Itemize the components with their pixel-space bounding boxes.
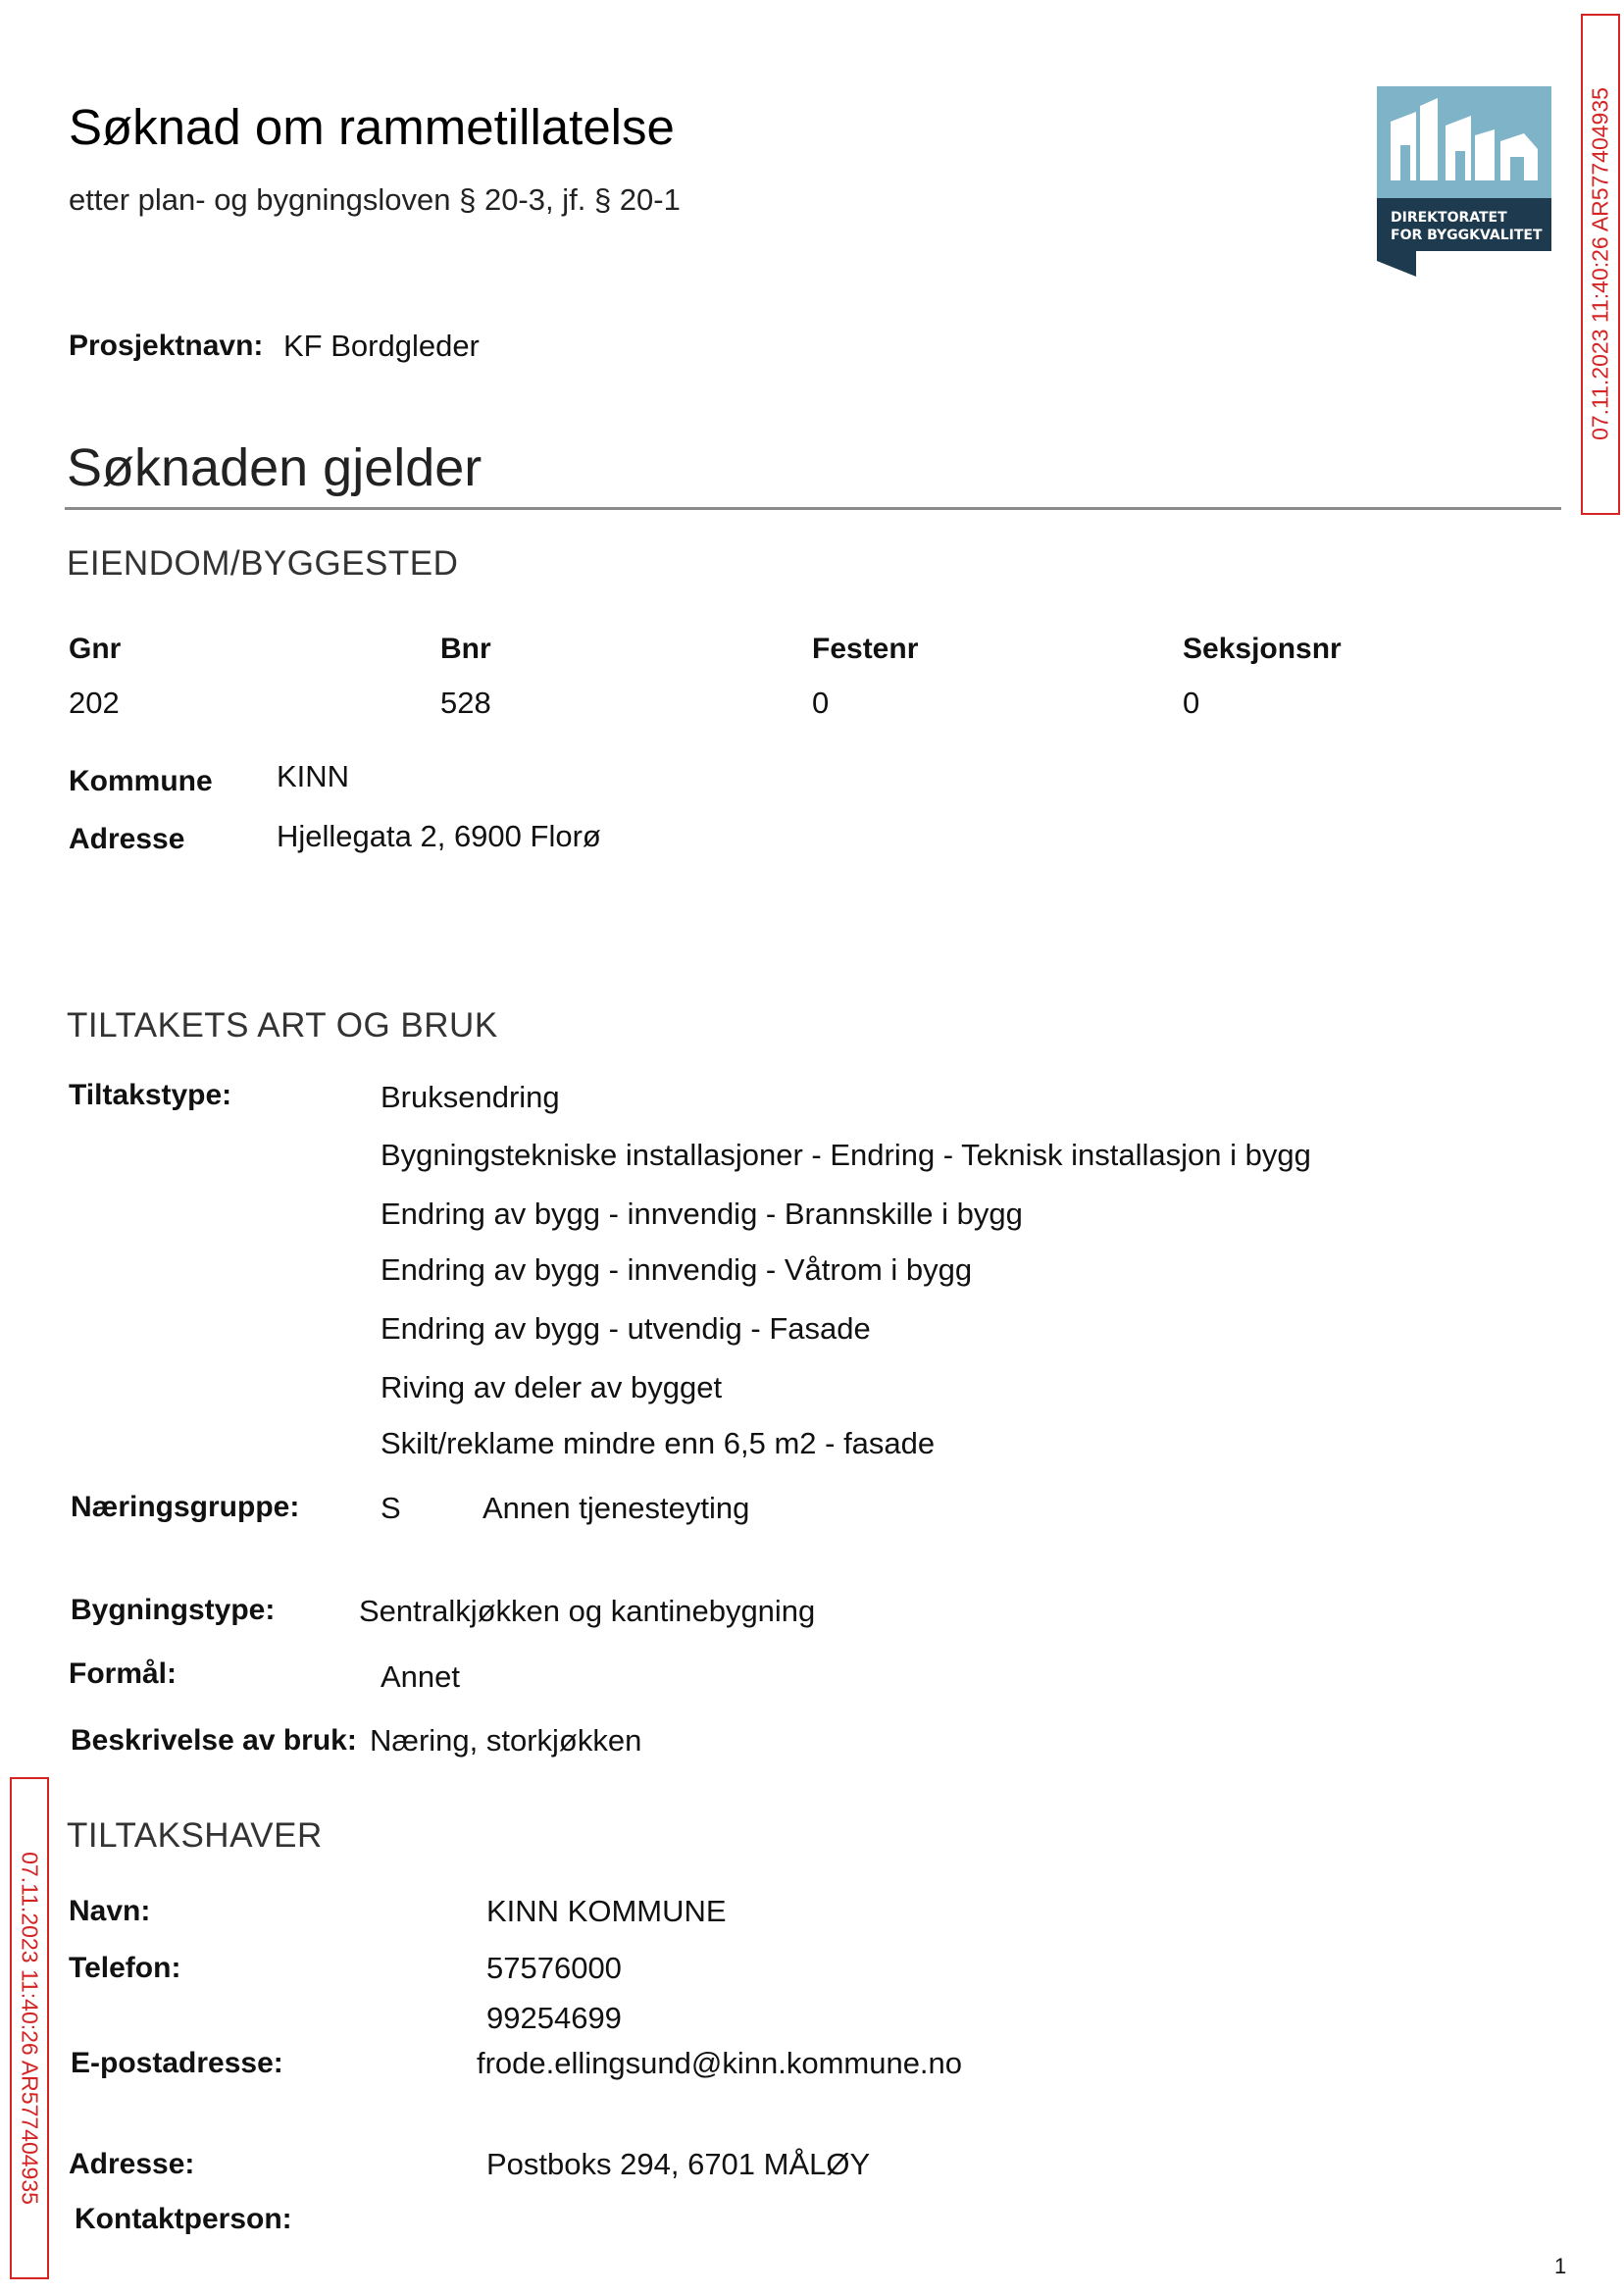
stamp-text: 07.11.2023 11:40:26 AR577404935 [17, 1852, 43, 2205]
navn-value: KINN KOMMUNE [486, 1894, 727, 1928]
tiltakstype-item: Endring av bygg - innvendig - Brannskille i bygg [381, 1197, 1023, 1231]
section-title: Søknaden gjelder [67, 438, 482, 497]
telefon-value: 99254699 [486, 2001, 622, 2035]
seksjonsnr-value: 0 [1183, 686, 1200, 720]
building-logo-icon [1377, 86, 1551, 277]
tiltakstype-item: Skilt/reklame mindre enn 6,5 m2 - fasade [381, 1426, 936, 1460]
bnr-value: 528 [440, 686, 491, 720]
epost-label: E-postadresse: [71, 2047, 283, 2079]
tiltakshaver-heading: TILTAKSHAVER [67, 1816, 323, 1855]
telefon-label: Telefon: [69, 1952, 181, 1984]
project-value: KF Bordgleder [283, 329, 480, 363]
adresse-label: Adresse [69, 823, 185, 855]
gnr-label: Gnr [69, 633, 122, 665]
page-number: 1 [1554, 2254, 1567, 2278]
kontaktperson-label: Kontaktperson: [75, 2203, 292, 2235]
eiendom-heading: EIENDOM/BYGGESTED [67, 544, 459, 583]
beskrivelse-value: Næring, storkjøkken [370, 1723, 642, 1758]
tiltakstype-item: Riving av deler av bygget [381, 1370, 723, 1404]
navn-label: Navn: [69, 1895, 151, 1927]
bygningstype-label: Bygningstype: [71, 1594, 276, 1626]
tiltak-heading: TILTAKETS ART OG BRUK [67, 1006, 498, 1045]
festenr-label: Festenr [812, 633, 919, 665]
naeringsgruppe-value: Annen tjenesteyting [482, 1491, 750, 1525]
logo-line1: DIREKTORATET [1391, 210, 1507, 226]
tiltakstype-item: Bygningstekniske installasjoner - Endring - Teknisk installasjon i bygg [381, 1138, 1311, 1172]
page-subtitle: etter plan- og bygningsloven § 20-3, jf. § 20-1 [69, 182, 681, 217]
timestamp-stamp-top [1581, 14, 1620, 515]
kommune-label: Kommune [69, 765, 213, 797]
naeringsgruppe-label: Næringsgruppe: [71, 1491, 300, 1523]
logo-line2: FOR BYGGKVALITET [1391, 228, 1543, 243]
adresse-value: Hjellegata 2, 6900 Florø [277, 819, 601, 853]
formal-value: Annet [381, 1659, 461, 1694]
epost-value: frode.ellingsund@kinn.kommune.no [477, 2046, 963, 2080]
festenr-value: 0 [812, 686, 830, 720]
tiltakstype-item: Endring av bygg - utvendig - Fasade [381, 1311, 871, 1346]
tiltakstype-item: Bruksendring [381, 1080, 560, 1114]
stamp-text: 07.11.2023 11:40:26 AR577404935 [1587, 87, 1613, 440]
project-label: Prosjektnavn: [69, 330, 264, 362]
naeringsgruppe-code: S [381, 1491, 401, 1525]
bnr-label: Bnr [440, 633, 491, 665]
telefon-value: 57576000 [486, 1951, 622, 1985]
th-adresse-label: Adresse: [69, 2148, 195, 2180]
bygningstype-value: Sentralkjøkken og kantinebygning [359, 1594, 816, 1628]
beskrivelse-label: Beskrivelse av bruk: [71, 1724, 357, 1757]
tiltakstype-label: Tiltakstype: [69, 1079, 232, 1111]
dibk-logo [1377, 86, 1551, 277]
th-adresse-value: Postboks 294, 6701 MÅLØY [486, 2147, 871, 2181]
seksjonsnr-label: Seksjonsnr [1183, 633, 1342, 665]
tiltakstype-item: Endring av bygg - innvendig - Våtrom i bygg [381, 1252, 973, 1287]
formal-label: Formål: [69, 1657, 178, 1690]
section-divider [65, 507, 1561, 510]
kommune-value: KINN [277, 759, 350, 793]
page-title: Søknad om rammetillatelse [69, 99, 675, 155]
gnr-value: 202 [69, 686, 120, 720]
timestamp-stamp-left [10, 1777, 49, 2279]
